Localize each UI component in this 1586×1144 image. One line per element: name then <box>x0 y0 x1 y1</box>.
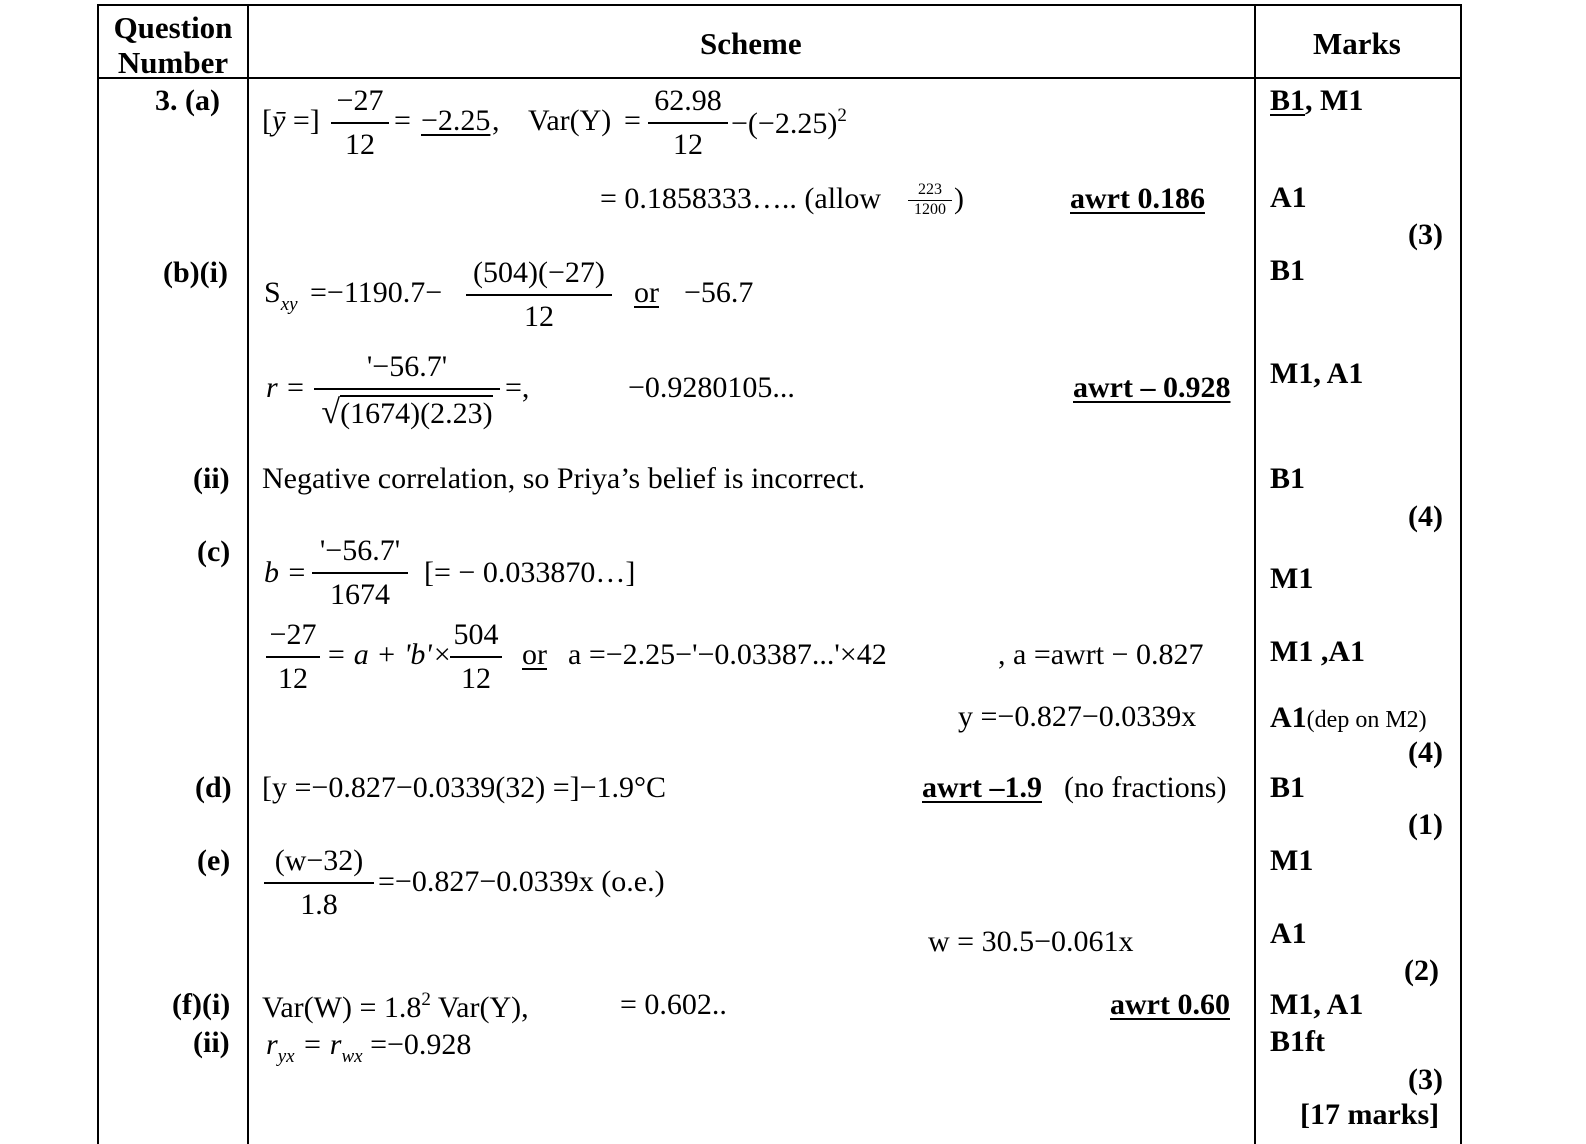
f-var: $Var(W) = 1.8^2$ Var(Y), <box>262 989 529 1024</box>
mark-f1: M1, A1 <box>1270 988 1364 1021</box>
e-expr: =−0.827−0.0339x (o.e.) <box>378 865 665 898</box>
bi-fraction: $\frac{(504)(-27)}{12}$ <box>466 258 612 332</box>
label-fi: (f)(i) <box>172 988 231 1021</box>
table-border-top <box>97 4 1462 6</box>
f-correlation: $r_{yx} = r_{wx} =-0.928$ <box>266 1028 472 1067</box>
label-d: (d) <box>195 771 232 804</box>
header-scheme: Scheme <box>700 26 802 61</box>
e-answer: w = 30.5−0.061x <box>928 925 1134 958</box>
mark-f-total: (3) <box>1408 1063 1443 1096</box>
a-ybar: [ȳ =] <box>262 104 320 137</box>
mark-b-total: (4) <box>1408 500 1443 533</box>
d-text: [y =−0.827−0.0339(32) =]−1.9°C <box>262 771 667 804</box>
a-close: ) <box>954 182 964 215</box>
d-awrt: awrt –1.9 <box>922 771 1042 804</box>
a-awrt: awrt 0.186 <box>1070 182 1205 215</box>
mark-a1: B1, M1 <box>1270 84 1364 117</box>
bi-sxy: $S_{xy}$ <box>264 276 298 315</box>
header-marks: Marks <box>1313 26 1401 61</box>
e-fraction: $\frac{(w-32)}{1.8}$ <box>264 846 374 920</box>
label-c: (c) <box>197 535 231 568</box>
f-var-value: = 0.602.. <box>620 988 727 1021</box>
mark-c-total: (4) <box>1408 736 1443 769</box>
mark-e1: M1 <box>1270 844 1314 877</box>
c-b-label: b = <box>264 556 307 589</box>
c-or: or <box>522 638 547 671</box>
mark-b3: B1 <box>1270 462 1306 495</box>
bi-awrt: awrt – 0.928 <box>1073 371 1231 404</box>
mark-a-total: (3) <box>1408 218 1443 251</box>
bi-alt: −56.7 <box>684 276 754 309</box>
bi-r-fraction: $\frac{'-56.7'}{√(1674)(2.23)}$ <box>314 352 500 430</box>
bi-r-value: −0.9280105... <box>628 371 795 404</box>
label-bii: (ii) <box>193 462 230 495</box>
c-left-fraction: $\frac{-27}{12}$ <box>266 620 320 694</box>
bi-r-label: r = <box>266 371 306 404</box>
label-bi: (b)(i) <box>163 256 228 289</box>
a-fraction-mean: $\frac{-27}{12}$ <box>331 86 389 160</box>
mark-f2: B1ft <box>1270 1025 1325 1058</box>
mark-e2: A1 <box>1270 917 1307 950</box>
table-header-divider <box>97 77 1462 79</box>
a-var-eq: = <box>624 104 641 137</box>
label-q3a: 3. (a) <box>155 84 220 117</box>
a-var-label: Var(Y) <box>528 104 612 137</box>
label-fii: (ii) <box>193 1026 230 1059</box>
a-minus-square: $-(-2.25)^2$ <box>731 105 847 140</box>
mark-d-total: (1) <box>1408 808 1443 841</box>
c-right-fraction: $\frac{504}{12}$ <box>450 620 502 694</box>
a-eq: = <box>394 104 411 137</box>
mark-b1: B1 <box>1270 254 1306 287</box>
c-b-fraction: $\frac{'-56.7'}{1674}$ <box>312 536 408 610</box>
table-border-right <box>1460 4 1462 1144</box>
mark-c3: A1(dep on M2) <box>1270 701 1427 734</box>
c-a-value: , a =awrt − 0.827 <box>998 638 1204 671</box>
bii-text: Negative correlation, so Priya’s belief is incorrect. <box>262 462 866 495</box>
header-question-number: Question Number <box>113 10 233 80</box>
mark-c1: M1 <box>1270 562 1314 595</box>
c-b-value: [= − 0.033870…] <box>424 556 636 589</box>
mark-b2: M1, A1 <box>1270 357 1364 390</box>
mark-c2: M1 ,A1 <box>1270 635 1365 668</box>
a-result: = 0.1858333….. (allow <box>600 182 882 215</box>
c-alt: a =−2.25−'−0.03387...'×42 <box>568 638 887 671</box>
bi-r-eq: =, <box>505 371 530 404</box>
table-border-col2 <box>1254 4 1256 1144</box>
table-border-left <box>97 4 99 1144</box>
label-e: (e) <box>197 844 231 877</box>
a-comma: , <box>492 104 500 137</box>
bi-expr: =−1190.7− <box>310 276 443 309</box>
mark-grand-total: [17 marks] <box>1300 1098 1440 1131</box>
table-border-col1 <box>247 4 249 1144</box>
a-allow-fraction: $\frac{223}{1200}$ <box>908 182 952 218</box>
f-awrt: awrt 0.60 <box>1110 988 1230 1021</box>
c-line: y =−0.827−0.0339x <box>958 700 1197 733</box>
a-mean-value: −2.25 <box>421 104 491 137</box>
a-fraction-var: $\frac{62.98}{12}$ <box>648 86 728 160</box>
mark-d1: B1 <box>1270 771 1306 804</box>
mark-a2: A1 <box>1270 181 1307 214</box>
bi-or: or <box>634 276 659 309</box>
mark-e-total: (2) <box>1404 954 1439 987</box>
d-note: (no fractions) <box>1064 771 1227 804</box>
c-mid: = a + 'b'× <box>326 638 453 671</box>
